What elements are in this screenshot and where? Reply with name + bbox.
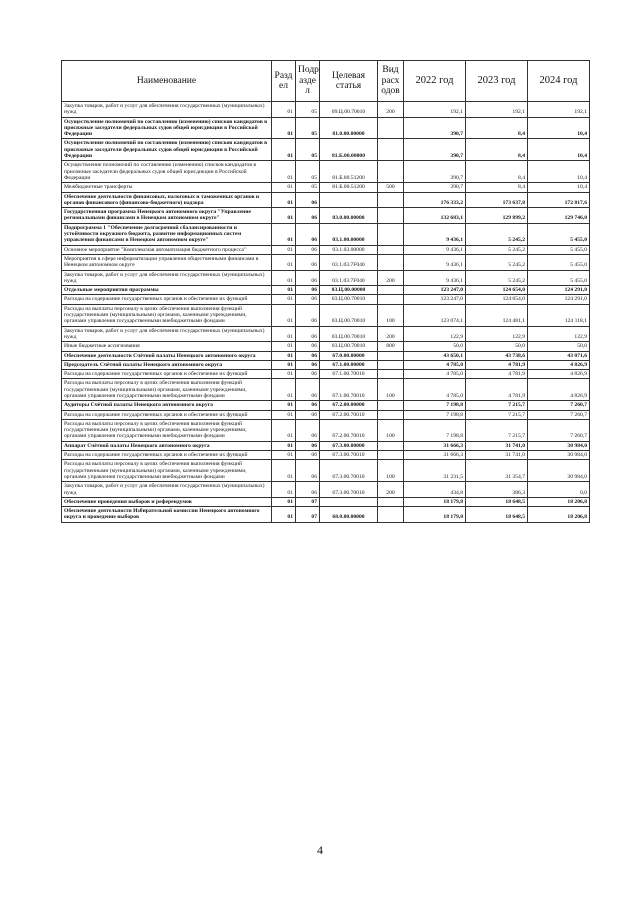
table-row xyxy=(62,245,590,254)
cell-name: Закупка товаров, работ и услуг для обеспечения государственных (муниципальных) нужд xyxy=(62,326,272,342)
cell-2022: 9 436,1 xyxy=(404,223,466,245)
cell-name: Закупка товаров, работ и услуг для обеспечения государственных (муниципальных) нужд xyxy=(62,102,272,118)
cell-section: 01 xyxy=(272,460,296,482)
cell-2024: 122,9 xyxy=(528,326,590,342)
cell-2023: 129 899,2 xyxy=(466,208,528,224)
table-row xyxy=(62,419,590,441)
cell-2023: 31 741,0 xyxy=(466,441,528,450)
cell-2023: 124 654,0 xyxy=(466,286,528,295)
cell-2022: 50,0 xyxy=(404,342,466,351)
cell-expense-type xyxy=(378,208,404,224)
cell-2024: 5 455,0 xyxy=(528,254,590,270)
cell-2023: 4 781,9 xyxy=(466,379,528,401)
cell-subsection: 06 xyxy=(296,441,320,450)
cell-section: 01 xyxy=(272,419,296,441)
cell-2022: 176 333,2 xyxy=(404,192,466,208)
cell-section: 01 xyxy=(272,379,296,401)
cell-subsection: 05 xyxy=(296,161,320,183)
cell-2023: 124 654,0 xyxy=(466,295,528,304)
cell-name: Аудиторы Счётной палаты Ненецкого автономного округа xyxy=(62,401,272,410)
cell-section: 01 xyxy=(272,451,296,460)
cell-expense-type xyxy=(378,351,404,360)
cell-expense-type xyxy=(378,507,404,523)
cell-2022: 123 247,0 xyxy=(404,286,466,295)
cell-2023: 4 781,9 xyxy=(466,360,528,369)
cell-2022: 31 231,5 xyxy=(404,460,466,482)
table-row xyxy=(62,342,590,351)
cell-2022: 123 247,0 xyxy=(404,295,466,304)
table-row xyxy=(62,208,590,224)
table-row xyxy=(62,223,590,245)
cell-section: 01 xyxy=(272,482,296,498)
cell-2023: 8,4 xyxy=(466,183,528,192)
cell-target-article: 09.Ц.00.70010 xyxy=(320,102,378,118)
cell-2022: 18 179,8 xyxy=(404,507,466,523)
cell-target-article: 67.3.00.70010 xyxy=(320,460,378,482)
cell-2023: 192,1 xyxy=(466,102,528,118)
cell-2024: 5 455,0 xyxy=(528,223,590,245)
table-row xyxy=(62,102,590,118)
cell-target-article: 67.2.00.70010 xyxy=(320,410,378,419)
cell-2023: 4 781,9 xyxy=(466,370,528,379)
cell-name: Подпрограмма 1 "Обеспечение долгосрочной сбалансированности и устойчивости окружного бюджета, развитие информационных систем управления финансами в Ненецком автономном округе" xyxy=(62,223,272,245)
cell-subsection: 05 xyxy=(296,139,320,161)
cell-name: Закупка товаров, работ и услуг для обеспечения государственных (муниципальных) нужд xyxy=(62,482,272,498)
table-row xyxy=(62,117,590,139)
table-row xyxy=(62,441,590,450)
cell-target-article: 67.3.00.70010 xyxy=(320,451,378,460)
cell-expense-type xyxy=(378,295,404,304)
cell-2024: 10,4 xyxy=(528,183,590,192)
cell-target-article: 03.1.03.00000 xyxy=(320,245,378,254)
cell-section: 01 xyxy=(272,507,296,523)
cell-expense-type xyxy=(378,245,404,254)
cell-expense-type xyxy=(378,441,404,450)
table-row xyxy=(62,304,590,326)
cell-target-article: 67.1.00.70010 xyxy=(320,370,378,379)
cell-section: 01 xyxy=(272,351,296,360)
table-row xyxy=(62,410,590,419)
cell-expense-type: 200 xyxy=(378,270,404,286)
cell-target-article: 03.1.00.00000 xyxy=(320,223,378,245)
cell-section: 01 xyxy=(272,270,296,286)
cell-2022: 434,8 xyxy=(404,482,466,498)
cell-subsection: 06 xyxy=(296,304,320,326)
cell-2023: 124 481,1 xyxy=(466,304,528,326)
cell-expense-type: 200 xyxy=(378,102,404,118)
cell-section: 01 xyxy=(272,342,296,351)
cell-target-article: 67.2.00.00000 xyxy=(320,401,378,410)
cell-expense-type: 200 xyxy=(378,482,404,498)
cell-2022: 7 198,8 xyxy=(404,401,466,410)
cell-2023: 18 648,5 xyxy=(466,507,528,523)
cell-2022: 31 666,3 xyxy=(404,441,466,450)
cell-name: Аппарат Счётной палаты Ненецкого автономного округа xyxy=(62,441,272,450)
cell-expense-type: 100 xyxy=(378,304,404,326)
cell-2024: 4 826,9 xyxy=(528,370,590,379)
table-row xyxy=(62,139,590,161)
cell-subsection: 06 xyxy=(296,451,320,460)
cell-2024: 50,0 xyxy=(528,342,590,351)
cell-2023: 31 354,7 xyxy=(466,460,528,482)
cell-2023: 122,9 xyxy=(466,326,528,342)
header-subsection: Подр азде л xyxy=(296,61,320,102)
table-row xyxy=(62,460,590,482)
cell-2022: 192,1 xyxy=(404,102,466,118)
cell-2022: 9 436,1 xyxy=(404,270,466,286)
cell-2024: 124 291,0 xyxy=(528,295,590,304)
cell-target-article: 81.Б.00.51200 xyxy=(320,183,378,192)
table-row xyxy=(62,379,590,401)
cell-name: Расходы на выплаты персоналу в целях обеспечения выполнения функций государственными (муниципальными) органами, казенными учреждениями, органами управления государственными внебюджетными фондами xyxy=(62,460,272,482)
table-row xyxy=(62,351,590,360)
cell-section: 01 xyxy=(272,245,296,254)
cell-expense-type: 100 xyxy=(378,419,404,441)
cell-2024: 10,4 xyxy=(528,117,590,139)
cell-2023: 7 215,7 xyxy=(466,419,528,441)
cell-target-article: 67.3.00.70010 xyxy=(320,482,378,498)
cell-2023: 8,4 xyxy=(466,117,528,139)
header-expense-type: Вид расх одов xyxy=(378,61,404,102)
cell-2022: 122,9 xyxy=(404,326,466,342)
cell-subsection: 06 xyxy=(296,460,320,482)
cell-2022: 43 650,1 xyxy=(404,351,466,360)
cell-subsection: 05 xyxy=(296,117,320,139)
cell-name: Межбюджетные трансферты xyxy=(62,183,272,192)
cell-expense-type xyxy=(378,410,404,419)
cell-target-article: 67.2.00.70010 xyxy=(320,419,378,441)
cell-name: Отдельные мероприятия программы xyxy=(62,286,272,295)
cell-name: Расходы на содержание государственных органов и обеспечение их функций xyxy=(62,451,272,460)
table-row xyxy=(62,295,590,304)
cell-subsection: 06 xyxy=(296,192,320,208)
cell-2024: 0,0 xyxy=(528,482,590,498)
cell-2024: 30 984,0 xyxy=(528,451,590,460)
cell-2022: 9 436,1 xyxy=(404,245,466,254)
cell-subsection: 06 xyxy=(296,208,320,224)
cell-expense-type: 200 xyxy=(378,326,404,342)
cell-name: Осуществление полномочий по составлению (изменению) списков кандидатов в присяжные заседатели федеральных судов общей юрисдикции в Российской Федерации xyxy=(62,139,272,161)
budget-table xyxy=(61,60,590,523)
cell-2022: 9 436,1 xyxy=(404,254,466,270)
cell-subsection: 06 xyxy=(296,223,320,245)
cell-2024: 10,4 xyxy=(528,139,590,161)
cell-expense-type xyxy=(378,497,404,506)
cell-name: Расходы на содержание государственных органов и обеспечение их функций xyxy=(62,410,272,419)
cell-section: 01 xyxy=(272,208,296,224)
cell-2024: 30 984,0 xyxy=(528,460,590,482)
cell-expense-type: 800 xyxy=(378,342,404,351)
cell-expense-type xyxy=(378,139,404,161)
cell-2024: 7 260,7 xyxy=(528,419,590,441)
cell-2024: 5 455,0 xyxy=(528,270,590,286)
cell-section: 01 xyxy=(272,183,296,192)
cell-name: Обеспечение проведения выборов и референдумов xyxy=(62,497,272,506)
cell-2022: 390,7 xyxy=(404,139,466,161)
header-target-article: Целевая статья xyxy=(320,61,378,102)
cell-subsection: 06 xyxy=(296,419,320,441)
cell-2024: 192,1 xyxy=(528,102,590,118)
cell-2023: 5 245,2 xyxy=(466,223,528,245)
cell-target-article xyxy=(320,192,378,208)
cell-subsection: 06 xyxy=(296,254,320,270)
header-year-2022: 2022 год xyxy=(404,61,466,102)
cell-section: 01 xyxy=(272,223,296,245)
cell-subsection: 05 xyxy=(296,102,320,118)
header-section: Разд ел xyxy=(272,61,296,102)
cell-subsection: 06 xyxy=(296,351,320,360)
cell-target-article: 03.0.00.00000 xyxy=(320,208,378,224)
cell-target-article: 68.0.00.00000 xyxy=(320,507,378,523)
cell-target-article: 03.Ц.00.70010 xyxy=(320,295,378,304)
cell-2023: 8,4 xyxy=(466,139,528,161)
table-row xyxy=(62,482,590,498)
cell-target-article: 81.Б.00.51200 xyxy=(320,161,378,183)
cell-section: 01 xyxy=(272,401,296,410)
cell-section: 01 xyxy=(272,295,296,304)
cell-2023: 31 741,0 xyxy=(466,451,528,460)
cell-2024: 30 984,0 xyxy=(528,441,590,450)
cell-section: 01 xyxy=(272,286,296,295)
cell-section: 01 xyxy=(272,326,296,342)
cell-expense-type xyxy=(378,223,404,245)
cell-expense-type xyxy=(378,451,404,460)
cell-2024: 129 746,0 xyxy=(528,208,590,224)
cell-2022: 31 666,3 xyxy=(404,451,466,460)
cell-expense-type xyxy=(378,370,404,379)
cell-subsection: 06 xyxy=(296,342,320,351)
cell-section: 01 xyxy=(272,102,296,118)
cell-name: Осуществление полномочий по составлению (изменению) списков кандидатов в присяжные заседатели федеральных судов общей юрисдикции в Российской Федерации xyxy=(62,117,272,139)
cell-name: Обеспечение деятельности Избирательной комиссии Ненецкого автономного округа и проведение выборов xyxy=(62,507,272,523)
table-row xyxy=(62,326,590,342)
cell-section: 01 xyxy=(272,139,296,161)
cell-name: Иные бюджетные ассигнования xyxy=(62,342,272,351)
cell-subsection: 06 xyxy=(296,360,320,369)
cell-section: 01 xyxy=(272,304,296,326)
cell-expense-type xyxy=(378,360,404,369)
cell-expense-type xyxy=(378,254,404,270)
table-row xyxy=(62,401,590,410)
cell-section: 01 xyxy=(272,360,296,369)
cell-name: Расходы на содержание государственных органов и обеспечение их функций xyxy=(62,370,272,379)
cell-expense-type xyxy=(378,286,404,295)
cell-subsection: 06 xyxy=(296,410,320,419)
cell-2023: 173 637,8 xyxy=(466,192,528,208)
cell-section: 01 xyxy=(272,254,296,270)
cell-2023: 7 215,7 xyxy=(466,401,528,410)
cell-2023: 5 245,2 xyxy=(466,245,528,254)
table-row xyxy=(62,183,590,192)
cell-name: Обеспечение деятельности Счётной палаты Ненецкого автономного округа xyxy=(62,351,272,360)
cell-2024: 5 455,0 xyxy=(528,245,590,254)
cell-expense-type: 100 xyxy=(378,379,404,401)
cell-2023: 5 245,2 xyxy=(466,270,528,286)
cell-target-article: 81.Б.00.00000 xyxy=(320,139,378,161)
cell-expense-type: 500 xyxy=(378,183,404,192)
table-row xyxy=(62,497,590,506)
cell-subsection: 06 xyxy=(296,286,320,295)
cell-target-article: 81.0.00.00000 xyxy=(320,117,378,139)
cell-2023: 7 215,7 xyxy=(466,410,528,419)
cell-2023: 18 648,5 xyxy=(466,497,528,506)
cell-subsection: 05 xyxy=(296,183,320,192)
cell-subsection: 07 xyxy=(296,507,320,523)
page-number: 4 xyxy=(317,843,323,857)
cell-2024: 4 826,9 xyxy=(528,379,590,401)
cell-2023: 8,4 xyxy=(466,161,528,183)
cell-target-article: 67.1.00.70010 xyxy=(320,379,378,401)
cell-expense-type xyxy=(378,161,404,183)
table-row xyxy=(62,370,590,379)
cell-2022: 123 074,1 xyxy=(404,304,466,326)
cell-target-article: 03.1.03.7F040 xyxy=(320,270,378,286)
cell-2024: 4 826,9 xyxy=(528,360,590,369)
cell-section: 01 xyxy=(272,441,296,450)
table-row xyxy=(62,360,590,369)
cell-expense-type: 100 xyxy=(378,460,404,482)
cell-target-article: 67.0.00.00000 xyxy=(320,351,378,360)
cell-name: Основное мероприятие "Комплексная автоматизация бюджетного процесса" xyxy=(62,245,272,254)
cell-subsection: 06 xyxy=(296,482,320,498)
cell-subsection: 07 xyxy=(296,497,320,506)
cell-2022: 390,7 xyxy=(404,161,466,183)
cell-subsection: 06 xyxy=(296,326,320,342)
cell-subsection: 06 xyxy=(296,379,320,401)
cell-target-article: 03.1.03.7F040 xyxy=(320,254,378,270)
cell-target-article: 03.Ц.00.00000 xyxy=(320,286,378,295)
cell-section: 01 xyxy=(272,161,296,183)
cell-subsection: 06 xyxy=(296,370,320,379)
cell-name: Закупка товаров, работ и услуг для обеспечения государственных (муниципальных) нужд xyxy=(62,270,272,286)
header-year-2023: 2023 год xyxy=(466,61,528,102)
cell-expense-type xyxy=(378,192,404,208)
cell-2022: 7 198,8 xyxy=(404,419,466,441)
cell-2023: 43 738,6 xyxy=(466,351,528,360)
table-row xyxy=(62,192,590,208)
cell-2022: 390,7 xyxy=(404,183,466,192)
cell-expense-type xyxy=(378,117,404,139)
cell-name: Мероприятия в сфере информатизации управления общественными финансами в Ненецком автономном округе xyxy=(62,254,272,270)
cell-expense-type xyxy=(378,401,404,410)
cell-section: 01 xyxy=(272,370,296,379)
cell-2024: 172 817,6 xyxy=(528,192,590,208)
cell-name: Расходы на содержание государственных органов и обеспечение их функций xyxy=(62,295,272,304)
cell-2022: 7 198,8 xyxy=(404,410,466,419)
cell-2023: 50,0 xyxy=(466,342,528,351)
table-row xyxy=(62,507,590,523)
cell-2024: 18 206,8 xyxy=(528,497,590,506)
table-row xyxy=(62,254,590,270)
cell-2023: 386,3 xyxy=(466,482,528,498)
cell-name: Председатель Счётной палаты Ненецкого автономного округа xyxy=(62,360,272,369)
header-year-2024: 2024 год xyxy=(528,61,590,102)
cell-2024: 43 071,6 xyxy=(528,351,590,360)
cell-target-article xyxy=(320,497,378,506)
cell-2022: 18 179,8 xyxy=(404,497,466,506)
table-row xyxy=(62,161,590,183)
cell-section: 01 xyxy=(272,410,296,419)
cell-2022: 4 785,0 xyxy=(404,379,466,401)
cell-2024: 10,4 xyxy=(528,161,590,183)
cell-target-article: 03.Ц.00.70010 xyxy=(320,326,378,342)
cell-target-article: 03.Ц.00.70010 xyxy=(320,304,378,326)
cell-2024: 124 291,0 xyxy=(528,286,590,295)
cell-2024: 18 206,8 xyxy=(528,507,590,523)
cell-section: 01 xyxy=(272,497,296,506)
cell-name: Расходы на выплаты персоналу в целях обеспечения выполнения функций государственными (муниципальными) органами, казенными учреждениями, органами управления государственными внебюджетными фондами xyxy=(62,379,272,401)
cell-target-article: 67.3.00.00000 xyxy=(320,441,378,450)
table-row xyxy=(62,451,590,460)
cell-2022: 4 785,0 xyxy=(404,370,466,379)
cell-2022: 132 683,1 xyxy=(404,208,466,224)
cell-2024: 124 118,1 xyxy=(528,304,590,326)
cell-name: Обеспечение деятельности финансовых, налоговых и таможенных органов и органов финансового (финансово-бюджетного) надзора xyxy=(62,192,272,208)
cell-2022: 390,7 xyxy=(404,117,466,139)
cell-subsection: 06 xyxy=(296,295,320,304)
cell-target-article: 67.1.00.00000 xyxy=(320,360,378,369)
cell-2022: 4 785,0 xyxy=(404,360,466,369)
cell-2024: 7 260,7 xyxy=(528,410,590,419)
table-row xyxy=(62,270,590,286)
cell-section: 01 xyxy=(272,192,296,208)
header-name: Наименование xyxy=(62,61,272,102)
cell-subsection: 06 xyxy=(296,401,320,410)
cell-name: Расходы на выплаты персоналу в целях обеспечения выполнения функций государственными (муниципальными) органами, казенными учреждениями, органами управления государственными внебюджетными фондами xyxy=(62,304,272,326)
cell-name: Осуществление полномочий по составлению (изменению) списков кандидатов в присяжные заседатели федеральных судов общей юрисдикции в Российской Федерации xyxy=(62,161,272,183)
cell-2023: 5 245,2 xyxy=(466,254,528,270)
table-row xyxy=(62,286,590,295)
cell-name: Расходы на выплаты персоналу в целях обеспечения выполнения функций государственными (муниципальными) органами, казенными учреждениями, органами управления государственными внебюджетными фондами xyxy=(62,419,272,441)
cell-2024: 7 260,7 xyxy=(528,401,590,410)
cell-subsection: 06 xyxy=(296,245,320,254)
cell-name: Государственная программа Ненецкого автономного округа "Управление региональными финансами в Ненецком автономном округе" xyxy=(62,208,272,224)
cell-target-article: 03.Ц.00.70010 xyxy=(320,342,378,351)
header-row xyxy=(62,61,590,102)
cell-section: 01 xyxy=(272,117,296,139)
table-body xyxy=(62,102,590,523)
cell-subsection: 06 xyxy=(296,270,320,286)
